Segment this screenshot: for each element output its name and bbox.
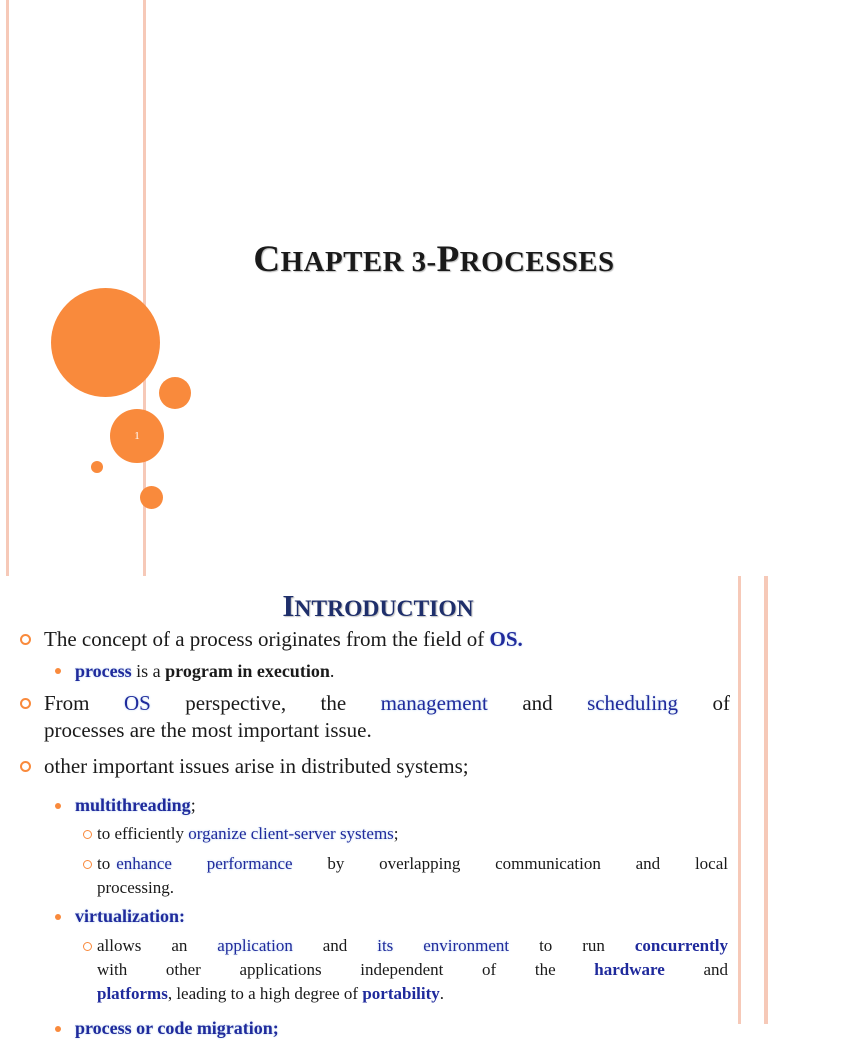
slide-number: 1 [134, 430, 140, 442]
introduction-slide [0, 576, 768, 1038]
sub-bullet-multithreading: multithreading; [75, 795, 196, 815]
item-allows-application [97, 934, 728, 1006]
bullet-concept: The concept of a process originates from the field of OS. [44, 627, 523, 651]
bullet-line: processing. [97, 878, 174, 897]
bullet-ring-icon [20, 634, 31, 645]
bullet-ring-icon [83, 942, 92, 951]
bullet-line: to enhance performance by overlapping communication and local [97, 854, 728, 873]
bullet-dot-icon [55, 1026, 61, 1032]
bullet-ring-icon [83, 860, 92, 869]
right-stripe-inner [738, 576, 741, 1024]
slide-number-badge [110, 409, 164, 463]
bullet-dot-icon [55, 803, 61, 809]
bullet-os-perspective [44, 690, 730, 744]
decor-circle-large [51, 288, 160, 397]
decor-circle-tiny [91, 461, 103, 473]
bullet-line: allows an application and its environment to run concurrently [97, 936, 729, 955]
right-stripe-outer [764, 576, 768, 1024]
bullet-ring-icon [83, 830, 92, 839]
decor-circle-medium [159, 377, 191, 409]
slide-title: CHAPTER 3-PROCESSES [253, 239, 615, 280]
bullet-ring-icon [20, 761, 31, 772]
slide-title: INTRODUCTION [282, 588, 474, 623]
sub-bullet-migration: process or code migration; [75, 1018, 279, 1038]
title-slide [0, 0, 768, 576]
bullet-ring-icon [20, 698, 31, 709]
sub-bullet-process: process is a program in execution. [75, 661, 335, 681]
sub-bullet-virtualization: virtualization: [75, 906, 185, 926]
bullet-line: processes are the most important issue. [44, 718, 372, 742]
bullet-dot-icon [55, 914, 61, 920]
bullet-dot-icon [55, 668, 61, 674]
bullet-line: From OS perspective, the management and scheduling of [44, 691, 730, 715]
bullet-line: platforms, leading to a high degree of portability. [97, 984, 445, 1003]
item-organize-client-server: to efficiently organize client-server systems; [97, 824, 399, 843]
decor-circle-small [140, 486, 163, 509]
item-enhance-performance [97, 852, 728, 900]
bullet-line: with other applications independent of the hardware and [97, 960, 729, 979]
left-stripe-outer [6, 0, 9, 576]
bullet-distributed-issues: other important issues arise in distributed systems; [44, 754, 469, 778]
